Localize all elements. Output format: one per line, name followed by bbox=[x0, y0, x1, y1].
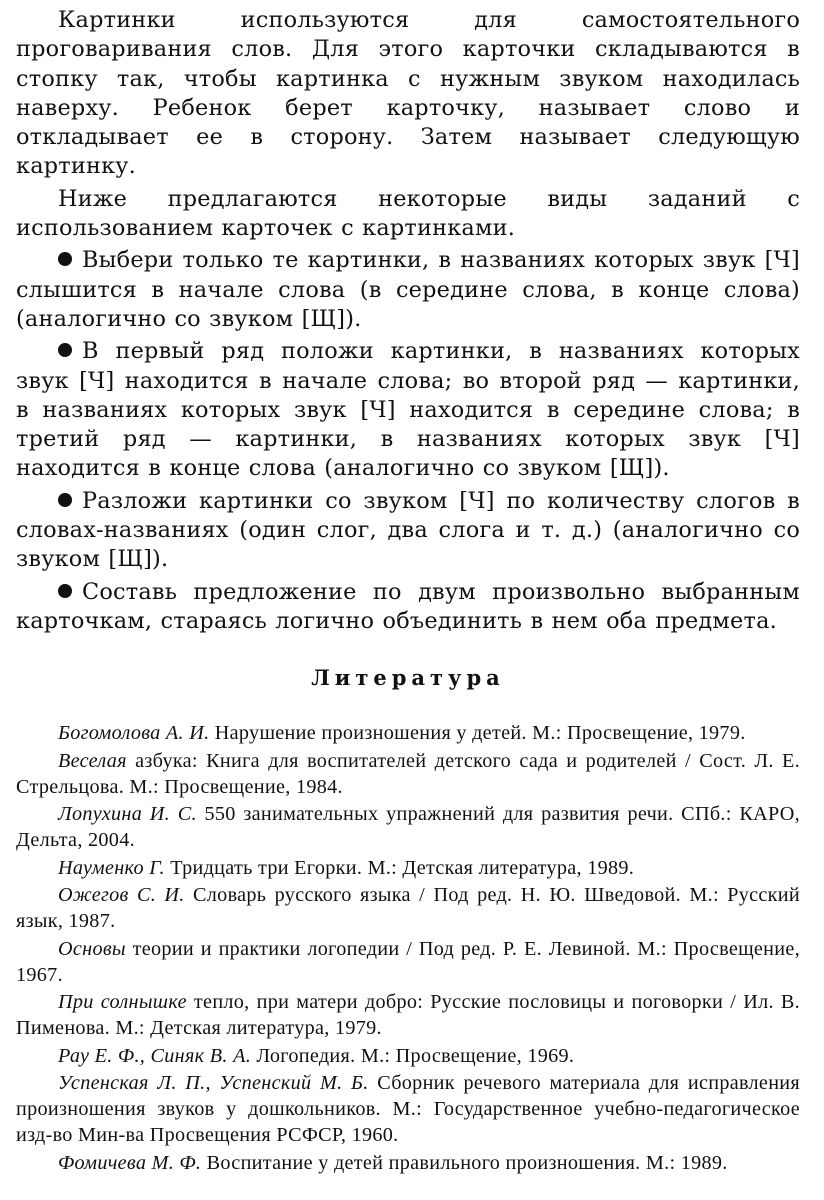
task-item bbox=[16, 337, 800, 483]
literature-entry bbox=[16, 748, 800, 800]
literature-entry bbox=[16, 936, 800, 988]
bullet-icon bbox=[58, 493, 72, 507]
literature-entry bbox=[16, 801, 800, 853]
entry-details: тепло, при матери добро: Русские пословицы и поговорки / Ил. В. Пименова. М.: Детская литература, 1979. bbox=[16, 991, 801, 1039]
entry-details: азбука: Книга для воспитателей детского сада и родителей / Сост. Л. Е. Стрельцова. М.: Просвещение, 1984. bbox=[16, 749, 800, 798]
entry-author: Лопухина И. С. bbox=[58, 803, 197, 825]
entry-details: теории и практики логопедии / Под ред. Р. Е. Левиной. М.: Просвещение, 1967. bbox=[16, 937, 800, 986]
literature-entry bbox=[16, 989, 800, 1041]
task-text: Составь предложение по двум произвольно выбранным карточкам, стараясь логично объединить в нем оба предмета. bbox=[16, 578, 800, 634]
task-text: Разложи картинки со звуком [Ч] по количеству слогов в словах-названиях (один слог, два слога и т. д.) (аналогично со звуком [Щ]). bbox=[16, 487, 800, 573]
intro-paragraph: Картинки используются для самостоятельного проговаривания слов. Для этого карточки складываются в стопку так, чтобы картинка с нужным звуком находилась наверху. Ребенок берет карточку, называет слово и откладывает ее в сторону. Затем называет следующую картинку. bbox=[16, 7, 800, 180]
literature-entry bbox=[16, 882, 800, 934]
page bbox=[16, 6, 801, 1174]
entry-author: Основы bbox=[58, 937, 126, 960]
entry-details: 550 занимательных упражнений для развития речи. СПб.: КАРО, Дельта, 2004. bbox=[16, 803, 800, 851]
task-item bbox=[16, 578, 800, 637]
entry-author: Успенская Л. П., Успенский М. Б. bbox=[58, 1072, 369, 1094]
task-item bbox=[16, 487, 800, 575]
literature-entry bbox=[16, 720, 800, 746]
entry-details: Нарушение произношения у детей. М.: Просвещение, 1979. bbox=[209, 722, 746, 744]
bullet-icon bbox=[58, 343, 72, 357]
literature-entry bbox=[16, 1043, 800, 1069]
task-text: Выбери только те картинки, в названиях которых звук [Ч] слышится в начале слова (в середине слова, в конце слова) (аналогично со звуком [Щ]). bbox=[16, 247, 800, 332]
literature-entry bbox=[16, 855, 800, 881]
entry-author: Веселая bbox=[58, 749, 127, 772]
entry-author: Ожегов С. И. bbox=[58, 884, 185, 906]
main-text bbox=[16, 6, 800, 636]
literature-heading: Литература bbox=[311, 665, 505, 690]
entry-author: Фомичева М. Ф. bbox=[58, 1151, 202, 1174]
literature-entry bbox=[16, 1150, 800, 1176]
tasks-intro-paragraph: Ниже предлагаются некоторые виды заданий с использованием карточек с картинками. bbox=[16, 185, 800, 242]
entry-details: Логопедия. М.: Просвещение, 1969. bbox=[251, 1044, 575, 1067]
entry-details: Тридцать три Егорки. М.: Детская литература, 1989. bbox=[164, 856, 635, 879]
entry-details: Воспитание у детей правильного произношения. М.: 1989. bbox=[201, 1151, 728, 1174]
literature-list bbox=[16, 720, 800, 1177]
entry-details: Словарь русского языка / Под ред. Н. Ю. Шведовой. М.: Русский язык, 1987. bbox=[16, 884, 800, 932]
literature-entry bbox=[16, 1070, 800, 1148]
task-item bbox=[16, 246, 800, 334]
bullet-icon bbox=[58, 252, 72, 266]
bullet-icon bbox=[58, 584, 72, 598]
entry-author: Науменко Г. bbox=[58, 856, 165, 879]
entry-author: При солнышке bbox=[58, 991, 187, 1013]
task-text: В первый ряд положи картинки, в названиях которых звук [Ч] находится в начале слова; во второй ряд — картинки, в названиях которых звук [Ч] находится в середине слова; в третий ряд — картинки, в названиях которых звук [Ч] находится в конце слова (аналогично со звуком [Щ]). bbox=[16, 338, 800, 482]
entry-author: Богомолова А. И. bbox=[58, 722, 210, 744]
entry-details: Сборник речевого материала для исправления произношения звуков у дошкольников. М.: Государственное учебно-педагогическое изд-во Мин-ва Просвещения РСФСР, 1960. bbox=[16, 1072, 800, 1146]
entry-author: Рау Е. Ф., Синяк В. А. bbox=[58, 1044, 252, 1067]
